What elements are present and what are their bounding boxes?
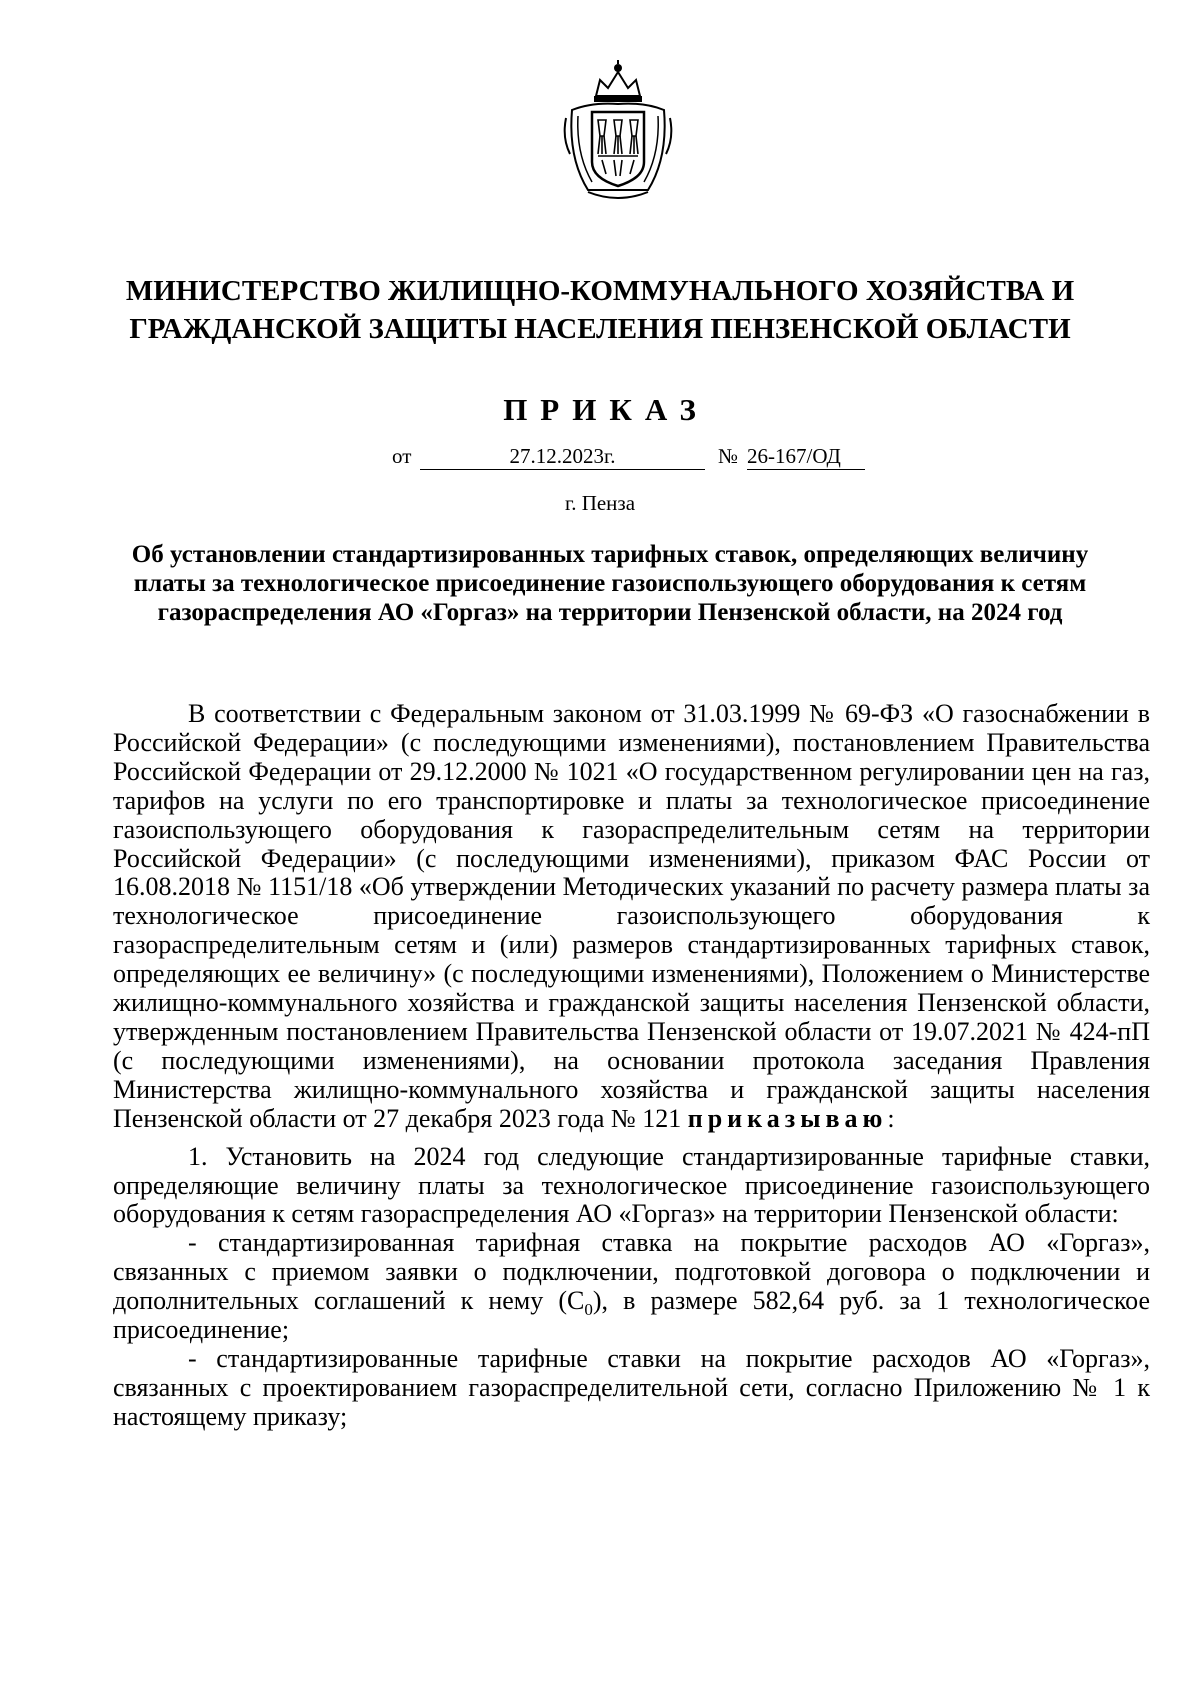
coat-of-arms-emblem [558, 58, 678, 208]
preamble-text: В соответствии с Федеральным законом от 31.03.1999 № 69-ФЗ «О газоснабжении в Российской Федерации» (с последующими изменениями), постановлением Правительства Российской Федерации от 29.12.2000 № 1021 «О государственном регулировании цен на газ, тарифов на услуги по его транспортировке и платы за технологическое присоединение газоиспользующего оборудования к газораспределительным сетям на территории Российской Федерации» (с последующими изменениями), приказом ФАС России от 16.08.2018 № 1151/18 «Об утверждении Методических указаний по расчету размера платы за технологическое присоединение газоиспользующего оборудования к газораспределительным сетям и (или) размеров стандартизированных тарифных ставок, определяющих ее величину» (с последующими изменениями), Положением о Министерстве жилищно-коммунального хозяйства и гражданской защиты населения Пензенской области, утвержденным постановлением Правительства Пензенской области от 19.07.2021 № 424-пП (с последующими изменениями), на основании протокола заседания Правления Министерства жилищно-коммунального хозяйства и гражданской защиты населения Пензенской области от 27 декабря 2023 года № 121 [113, 699, 1150, 1133]
order-keyword: приказываю [687, 1103, 888, 1133]
rate-design-paragraph: - стандартизированные тарифные ставки на покрытие расходов АО «Горгаз», связанных с проектированием газораспределительной сети, согласно Приложению № 1 к настоящему приказу; [113, 1343, 1150, 1431]
order-keyword-colon: : [887, 1103, 895, 1133]
rate-c0-paragraph [113, 1229, 1150, 1345]
order-subject: Об установлении стандартизированных тарифных ставок, определяющих величину платы за технологическое присоединение газоиспользующего оборудования к сетям газораспределения АО «Горгаз» на территории Пензенской области, на 2024 год [131, 541, 1089, 626]
ministry-line-1: МИНИСТЕРСТВО ЖИЛИЩНО-КОММУНАЛЬНОГО ХОЗЯЙСТВА И [125, 275, 1075, 307]
number-label: № [718, 444, 739, 468]
item-1-paragraph: 1. Установить на 2024 год следующие стандартизированные тарифные ставки, определяющие величину платы за технологическое присоединение газоиспользующего оборудования к сетям газораспределения АО «Горгаз» на территории Пензенской области: [113, 1141, 1150, 1229]
ministry-heading [60, 272, 1140, 348]
order-body [113, 700, 1150, 1432]
order-date: 27.12.2023г. [420, 444, 705, 470]
order-number: 26-167/ОД [747, 444, 865, 470]
ministry-line-2: ГРАЖДАНСКОЙ ЗАЩИТЫ НАСЕЛЕНИЯ ПЕНЗЕНСКОЙ ОБЛАСТИ [129, 313, 1071, 345]
preamble-paragraph [113, 700, 1150, 1134]
rate-c0-subscript: 0 [584, 1300, 593, 1320]
date-number-line [0, 444, 1200, 474]
rate-c0-text-after: ), в размере 582,64 руб. за 1 технологическое присоединение; [113, 1286, 1151, 1345]
rate-c0-text: - стандартизированная тарифная ставка на покрытие расходов АО «Горгаз», связанных с приемом заявки о подключении, подготовкой договора о подключении и дополнительных соглашений к нему (С [113, 1228, 1150, 1316]
city-line: г. Пенза [564, 491, 636, 515]
document-type-title: ПРИКАЗ [503, 392, 709, 427]
date-label: от [392, 444, 412, 468]
